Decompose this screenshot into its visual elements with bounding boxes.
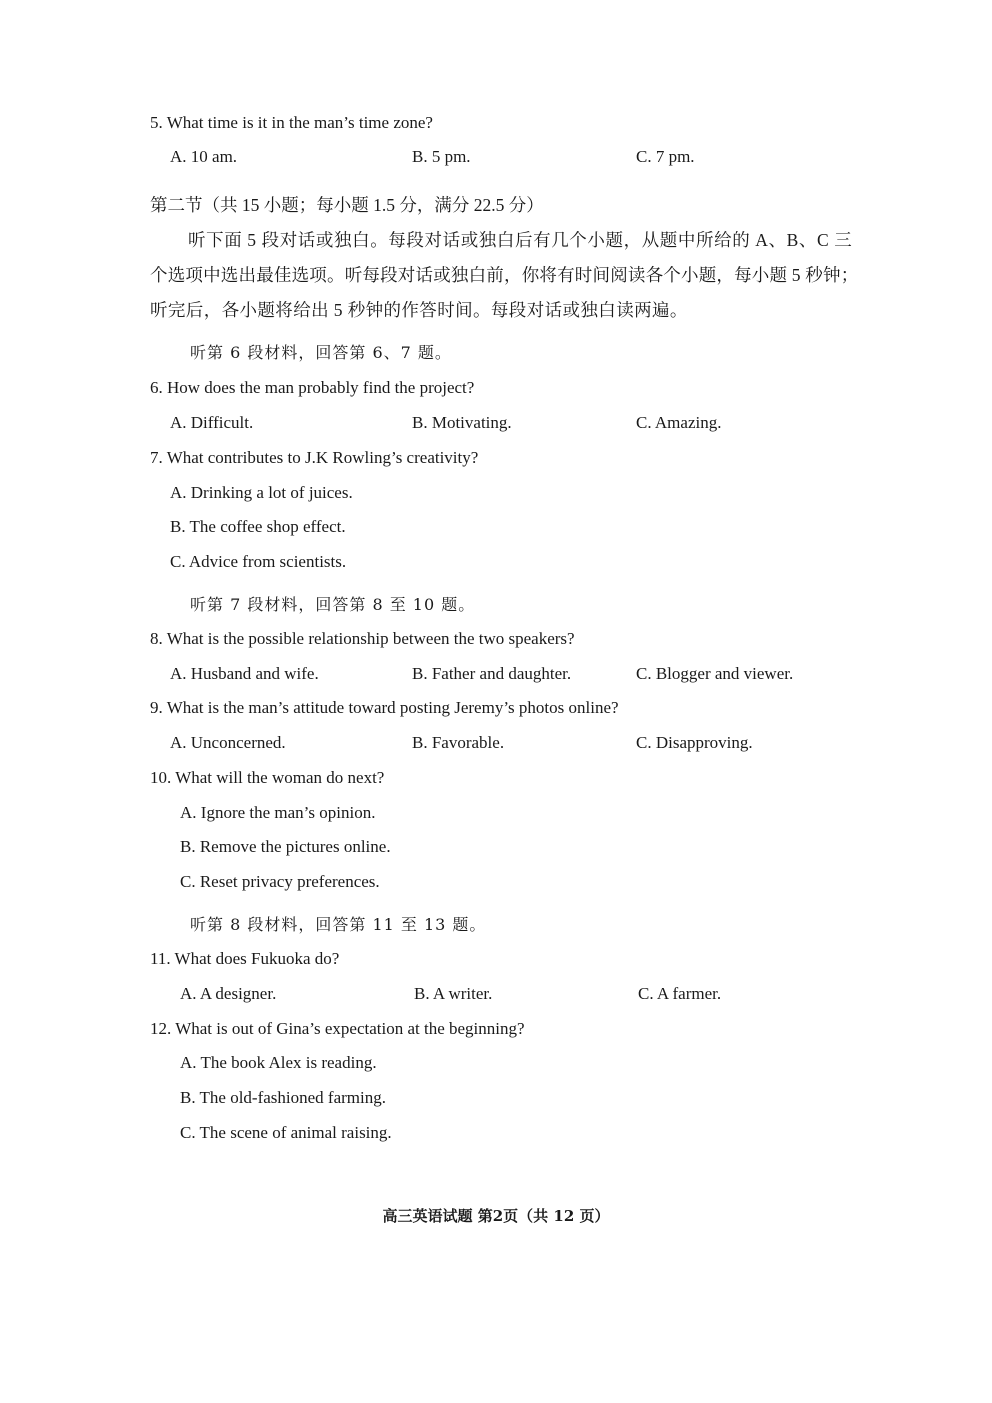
q9-option-a: A. Unconcerned. [170,733,286,752]
instruction-line-3: 听完后，各小题将给出 5 秒钟的作答时间。每段对话或独白读两遍。 [150,300,688,320]
q8-option-a: A. Husband and wife. [170,664,319,683]
page-footer: 高三英语试题 第2页（共 12 页） [382,1207,610,1225]
q5-option-b: B. 5 pm. [412,147,471,166]
q12-option-b: B. The old-fashioned farming. [180,1088,387,1107]
q5-option-a: A. 10 am. [170,147,238,166]
q9-option-c: C. Disapproving. [636,733,753,752]
q6-option-c: C. Amazing. [636,413,722,432]
material-6-heading: 听第 6 段材料，回答第 6、7 题。 [190,343,452,362]
material-7-heading: 听第 7 段材料，回答第 8 至 10 题。 [190,595,476,614]
q12-stem: 12. What is out of Gina’s expectation at the beginning? [150,1019,525,1038]
q11-option-a: A. A designer. [180,984,277,1003]
q8-stem: 8. What is the possible relationship between the two speakers? [150,629,575,648]
q5-option-c: C. 7 pm. [636,147,695,166]
q11-stem: 11. What does Fukuoka do? [150,949,340,968]
q5-stem: 5. What time is it in the man’s time zone? [150,113,433,132]
q11-option-b: B. A writer. [414,984,493,1003]
q10-option-c: C. Reset privacy preferences. [180,872,380,891]
q9-option-b: B. Favorable. [412,733,505,752]
q8-option-c: C. Blogger and viewer. [636,664,794,683]
q10-stem: 10. What will the woman do next? [150,768,385,787]
instruction-line-2: 个选项中选出最佳选项。听每段对话或独白前，你将有时间阅读各个小题，每小题 5 秒钟； [150,265,859,285]
q12-option-a: A. The book Alex is reading. [180,1053,377,1072]
q6-option-a: A. Difficult. [170,413,254,432]
q6-option-b: B. Motivating. [412,413,512,432]
q11-option-c: C. A farmer. [638,984,722,1003]
q6-stem: 6. How does the man probably find the project? [150,378,475,397]
q8-option-b: B. Father and daughter. [412,664,572,683]
q12-option-c: C. The scene of animal raising. [180,1123,392,1142]
q7-option-c: C. Advice from scientists. [170,552,347,571]
q7-option-b: B. The coffee shop effect. [170,517,346,536]
q10-option-b: B. Remove the pictures online. [180,837,391,856]
q7-stem: 7. What contributes to J.K Rowling’s creativity? [150,448,479,467]
material-8-heading: 听第 8 段材料，回答第 11 至 13 题。 [190,915,487,934]
instruction-line-1: 听下面 5 段对话或独白。每段对话或独白后有几个小题，从题中所给的 A、B、C 三 [188,230,853,250]
q10-option-a: A. Ignore the man’s opinion. [180,803,376,822]
q9-stem: 9. What is the man’s attitude toward posting Jeremy’s photos online? [150,698,619,717]
q7-option-a: A. Drinking a lot of juices. [170,483,353,502]
section-title: 第二节（共 15 小题；每小题 1.5 分，满分 22.5 分） [150,195,544,215]
